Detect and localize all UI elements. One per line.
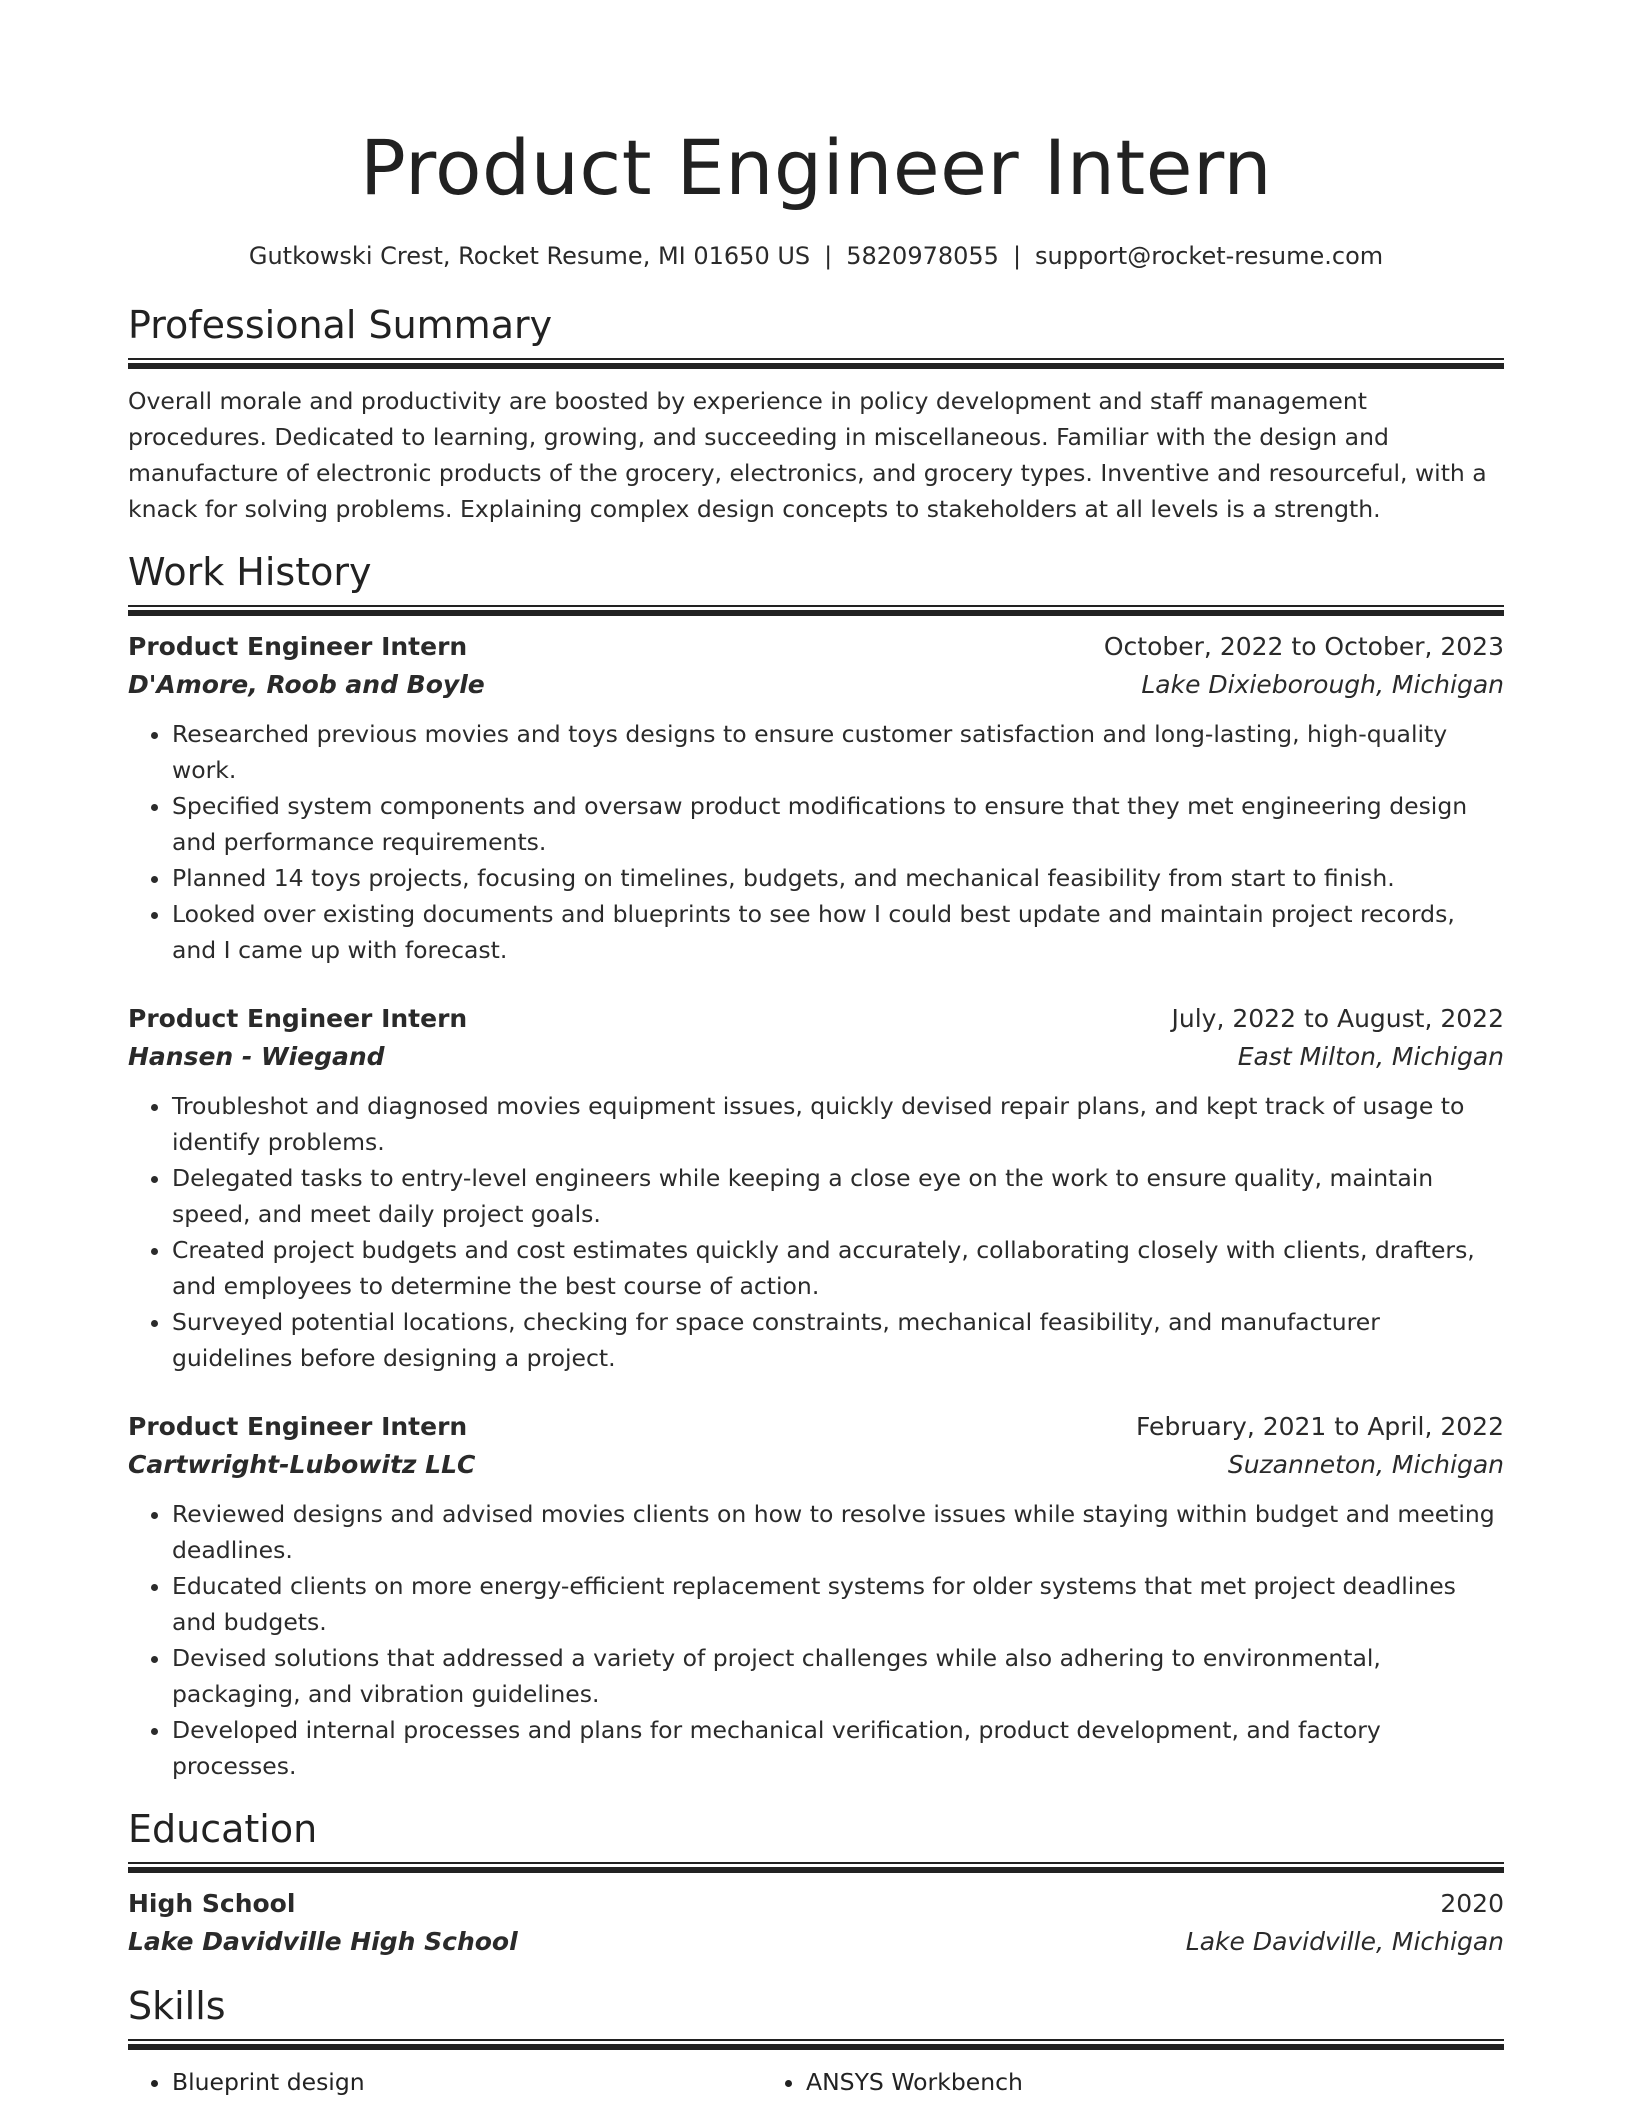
candidate-title: Product Engineer Intern (359, 123, 1273, 212)
list-item: • Reviewed designs and advised movies clients on how to resolve issues while staying within budget and meeting deadlines. (172, 1496, 1504, 1568)
job-location: Suzanneton, Michigan (1227, 1450, 1504, 1479)
list-item: • Surveyed potential locations, checking for space constraints, mechanical feasibility, and manufacturer guidelines before designing a project. (172, 1304, 1504, 1376)
skills-section (128, 1983, 1504, 2100)
section-title-skills: Skills (128, 1984, 226, 2028)
list-item: • Troubleshot and diagnosed movies equipment issues, quickly devised repair plans, and kept track of usage to identify problems. (172, 1088, 1504, 1160)
job-company-row (128, 666, 1504, 704)
contact-separator: | (824, 242, 833, 270)
list-item: • Developed internal processes and plans for mechanical verification, product development, and factory processes. (172, 1712, 1504, 1784)
education-location: Lake Davidville, Michigan (1185, 1927, 1504, 1956)
job-bullets (128, 1496, 1504, 1784)
list-item: • Created project budgets and cost estimates quickly and accurately, collaborating closely with clients, drafters, and employees to determine the best course of action. (172, 1232, 1504, 1304)
job-entry (128, 1000, 1504, 1376)
job-role: Product Engineer Intern (128, 1412, 468, 1441)
list-item: • ANSYS Workbench (806, 2064, 1396, 2100)
job-header-row (128, 1408, 1504, 1446)
job-location: Lake Dixieborough, Michigan (1141, 670, 1504, 699)
summary-text: Overall morale and productivity are boosted by experience in policy development and staff management procedures. Dedicated to learning, growing, and succeeding in miscellaneous. Familiar with the design and manufacture of electronic products of the grocery, electronics, and grocery types. Inventive and resourceful, with a knack for solving problems. Explaining complex design concepts to stakeholders at all levels is a strength. (128, 387, 1487, 523)
skills-list-left (128, 2064, 762, 2100)
section-title-work-history: Work History (128, 550, 372, 594)
education-school-row (128, 1923, 1504, 1961)
education-school: Lake Davidville High School (128, 1927, 518, 1956)
summary-section (128, 302, 1504, 527)
job-company: D'Amore, Roob and Boyle (128, 670, 485, 699)
section-title-summary: Professional Summary (128, 303, 553, 347)
section-divider (128, 2039, 1504, 2050)
job-entry (128, 1408, 1504, 1784)
work-history-section (128, 549, 1504, 1784)
contact-address: Gutkowski Crest, Rocket Resume, MI 01650 US (248, 242, 811, 270)
job-role: Product Engineer Intern (128, 1004, 468, 1033)
job-header-row (128, 628, 1504, 666)
job-dates: October, 2022 to October, 2023 (1103, 632, 1504, 661)
job-dates: July, 2022 to August, 2022 (1171, 1004, 1504, 1033)
education-header-row (128, 1885, 1504, 1923)
job-location: East Milton, Michigan (1237, 1042, 1504, 1071)
contact-phone: 5820978055 (846, 242, 999, 270)
job-bullets (128, 1088, 1504, 1376)
list-item: • Delegated tasks to entry-level engineers while keeping a close eye on the work to ensure quality, maintain speed, and meet daily project goals. (172, 1160, 1504, 1232)
job-role: Product Engineer Intern (128, 632, 468, 661)
section-divider (128, 358, 1504, 369)
job-bullets (128, 716, 1504, 968)
contact-line (128, 240, 1504, 272)
list-item: • Educated clients on more energy-efficient replacement systems for older systems that met project deadlines and budgets. (172, 1568, 1504, 1640)
job-company-row (128, 1446, 1504, 1484)
job-dates: February, 2021 to April, 2022 (1136, 1412, 1504, 1441)
job-company-row (128, 1038, 1504, 1076)
list-item: • Blueprint design (172, 2064, 762, 2100)
list-item: • Planned 14 toys projects, focusing on timelines, budgets, and mechanical feasibility from start to finish. (172, 860, 1504, 896)
job-entry (128, 628, 1504, 968)
education-degree: High School (128, 1889, 296, 1918)
section-divider (128, 605, 1504, 616)
section-divider (128, 1862, 1504, 1873)
contact-separator: | (1012, 242, 1022, 270)
section-title-education: Education (128, 1807, 318, 1851)
list-item: • Looked over existing documents and blueprints to see how I could best update and maintain project records, and I came up with forecast. (172, 896, 1504, 968)
education-year: 2020 (1440, 1889, 1504, 1918)
list-item: • Researched previous movies and toys designs to ensure customer satisfaction and long-lasting, high-quality work. (172, 716, 1504, 788)
job-header-row (128, 1000, 1504, 1038)
skills-list-right (762, 2064, 1396, 2100)
education-section (128, 1806, 1504, 1961)
list-item: • Devised solutions that addressed a variety of project challenges while also adhering to environmental, packaging, and vibration guidelines. (172, 1640, 1504, 1712)
contact-email: support@rocket-resume.com (1035, 242, 1384, 270)
education-entry (128, 1885, 1504, 1961)
job-company: Cartwright-Lubowitz LLC (128, 1450, 476, 1479)
job-company: Hansen - Wiegand (128, 1042, 385, 1071)
list-item: • Specified system components and oversaw product modifications to ensure that they met engineering design and performance requirements. (172, 788, 1504, 860)
skills-columns (128, 2064, 1504, 2100)
